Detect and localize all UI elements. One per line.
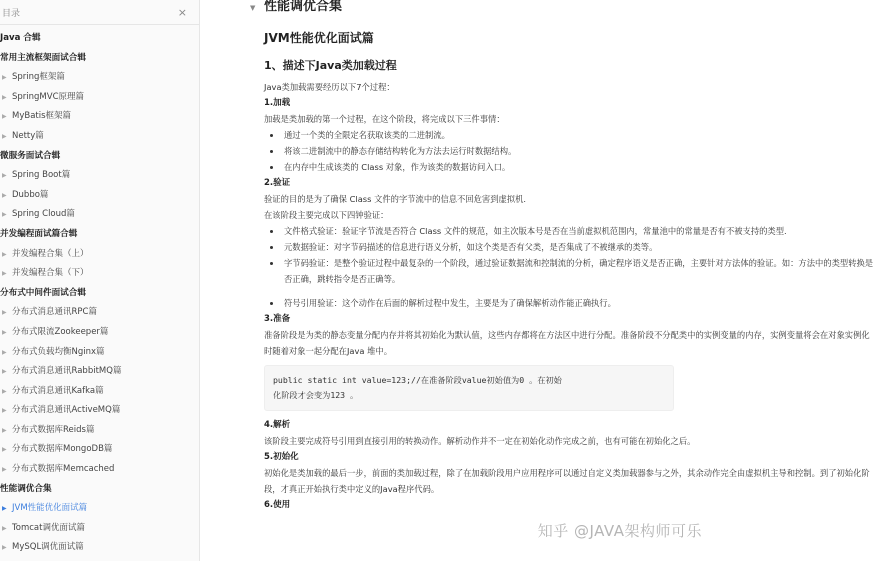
toc-item[interactable] — [0, 264, 199, 284]
toc-item-label: 分布式限流Zookeeper篇 — [12, 326, 109, 337]
step-prepare-text: 准备阶段是为类的静态变量分配内存并将其初始化为默认值，这些内存都将在方法区中进行分配。准备阶段不分配类中的实例变量的内存，实例变量将会在对象实例化时随着对象一起分配在Java 堆中。 — [264, 330, 870, 356]
page-title — [250, 0, 876, 18]
toc-item-label: Spring Cloud篇 — [12, 209, 75, 220]
list-item: • 文件格式验证：验证字节流是否符合 Class 文件的规范，如主次版本号是否在当前虚拟机范围内，常量池中的常量是否有不被支持的类型. — [282, 223, 876, 239]
toc-item[interactable] — [0, 480, 199, 500]
toc-item-label: 分布式数据库MongoDB篇 — [12, 444, 113, 455]
toc-item[interactable] — [0, 323, 199, 343]
code-line: public static int value=123;//在准备阶段value初始值为0 。在初始 — [273, 375, 562, 385]
step-loading-text: 加载是类加载的第一个过程，在这个阶段，将完成以下三件事情： — [264, 114, 505, 124]
expand-triangle-icon[interactable]: ▶ — [2, 211, 7, 219]
expand-triangle-icon[interactable]: ▶ — [2, 446, 7, 454]
expand-triangle-icon[interactable]: ▶ — [2, 309, 7, 317]
expand-triangle-icon[interactable]: ▶ — [2, 544, 7, 552]
step-use-title: 6.使用 — [264, 500, 291, 510]
toc-item-label: 并发编程面试篇合辑 — [0, 228, 78, 239]
toc-item[interactable] — [0, 29, 199, 49]
toc-item-label: 常用主流框架面试合辑 — [0, 52, 86, 63]
toc-item-label: Tomcat调优面试篇 — [12, 522, 85, 533]
toc-item[interactable] — [0, 107, 199, 127]
toc-header — [0, 0, 199, 25]
toc-item[interactable] — [0, 382, 199, 402]
watermark: 知乎 @JAVA架构师可乐 — [537, 522, 702, 540]
step-prepare-title: 3.准备 — [264, 314, 291, 324]
toc-item[interactable] — [0, 460, 199, 480]
toc-item[interactable] — [0, 147, 199, 167]
toc-item-label: SpringMVC原理篇 — [12, 91, 85, 102]
toc-item-label: Dubbo篇 — [12, 189, 49, 200]
expand-triangle-icon[interactable]: ▶ — [2, 191, 7, 199]
step-resolve-title: 4.解析 — [264, 420, 291, 430]
toc-item-label: 分布式中间件面试合辑 — [0, 287, 86, 298]
expand-triangle-icon[interactable]: ▶ — [2, 407, 7, 415]
toc-list — [0, 25, 199, 558]
toc-item-label: 分布式数据库Memcached — [12, 464, 115, 475]
toc-item-label: 微服务面试合辑 — [0, 150, 61, 161]
toc-item-label: Java 合辑 — [0, 33, 41, 43]
expand-triangle-icon[interactable]: ▶ — [2, 250, 7, 258]
list-item: • 符号引用验证：这个动作在后面的解析过程中发生，主要是为了确保解析动作能正确执行。 — [282, 295, 876, 311]
toc-item-label: 分布式消息通讯RabbitMQ篇 — [12, 366, 122, 377]
toc-item-label: Spring Boot篇 — [12, 170, 71, 181]
toc-item-label: 性能调优合集 — [0, 483, 52, 494]
toc-title: 目录 — [2, 8, 21, 19]
toc-item[interactable] — [0, 127, 199, 147]
toc-item[interactable] — [0, 303, 199, 323]
toc-item-label: 并发编程合集（下） — [12, 268, 89, 279]
expand-triangle-icon[interactable]: ▶ — [2, 466, 7, 474]
expand-triangle-icon[interactable]: ▶ — [2, 93, 7, 101]
toc-item-label: 分布式消息通讯Kafka篇 — [12, 385, 104, 396]
toc-item[interactable] — [0, 519, 199, 539]
toc-item-label: 分布式消息通讯RPC篇 — [12, 307, 97, 318]
toc-item[interactable] — [0, 538, 199, 558]
toc-item[interactable] — [0, 49, 199, 69]
expand-triangle-icon[interactable]: ▶ — [2, 387, 7, 395]
expand-triangle-icon[interactable]: ▶ — [2, 524, 7, 532]
loading-bullets — [264, 127, 876, 175]
document-content — [250, 0, 876, 513]
page-title-text: 性能调优合集 — [264, 0, 343, 14]
toc-item[interactable] — [0, 343, 199, 363]
toc-item-label: MyBatis框架篇 — [12, 111, 72, 122]
expand-triangle-icon[interactable]: ▶ — [2, 270, 7, 278]
document-area — [200, 0, 874, 561]
step-verify-title: 2.验证 — [264, 178, 291, 188]
list-item: • 在内存中生成该类的 Class 对象，作为该类的数据访问入口。 — [282, 159, 876, 175]
list-item: • 将该二进制流中的静态存储结构转化为方法去运行时数据结构。 — [282, 143, 876, 159]
expand-triangle-icon[interactable]: ▶ — [2, 426, 7, 434]
toc-item[interactable] — [0, 440, 199, 460]
intro-text: Java类加载需要经历以下7个过程： — [264, 82, 395, 92]
toc-item[interactable] — [0, 362, 199, 382]
question-heading: 1、描述下Java类加载过程 — [264, 59, 397, 72]
step-verify-text: 验证的目的是为了确保 Class 文件的字节流中的信息不回危害到虚拟机. — [264, 194, 527, 204]
toc-item[interactable] — [0, 245, 199, 265]
toc-item-label: 分布式数据库Reids篇 — [12, 424, 95, 435]
close-icon[interactable]: × — [177, 5, 187, 19]
code-line: 化阶段才会变为123 。 — [273, 390, 359, 400]
list-item: • 通过一个类的全限定名获取该类的二进制流。 — [282, 127, 876, 143]
toc-item[interactable] — [0, 88, 199, 108]
toc-item[interactable] — [0, 401, 199, 421]
collapse-triangle-icon[interactable]: ▼ — [250, 4, 256, 12]
step-init-text: 初始化是类加载的最后一步，前面的类加载过程，除了在加载阶段用户应用程序可以通过自定义类加载器参与之外，其余动作完全由虚拟机主导和控制。到了初始化阶段，才真正开始执行类中定义的Java程序代码。 — [264, 468, 870, 494]
toc-item-label: 分布式负载均衡Nginx篇 — [12, 346, 105, 357]
verify-bullets-2 — [264, 295, 876, 311]
toc-item[interactable] — [0, 284, 199, 304]
expand-triangle-icon[interactable]: ▶ — [2, 328, 7, 336]
toc-item-label: Spring框架篇 — [12, 72, 65, 83]
step-init-title: 5.初始化 — [264, 452, 299, 462]
toc-item-label: JVM性能优化面试篇 — [12, 503, 88, 514]
expand-triangle-icon[interactable]: ▶ — [2, 172, 7, 180]
toc-item[interactable] — [0, 421, 199, 441]
toc-item[interactable] — [0, 499, 199, 519]
toc-item-label: 并发编程合集（上） — [12, 248, 89, 259]
expand-triangle-icon[interactable]: ▶ — [2, 348, 7, 356]
toc-item[interactable] — [0, 205, 199, 225]
toc-item-label: 分布式消息通讯ActiveMQ篇 — [12, 405, 121, 416]
expand-triangle-icon[interactable]: ▶ — [2, 368, 7, 376]
toc-item[interactable] — [0, 186, 199, 206]
expand-triangle-icon[interactable]: ▶ — [2, 113, 7, 121]
expand-triangle-icon[interactable]: ▶ — [2, 505, 7, 513]
list-item: • 字节码验证：是整个验证过程中最复杂的一个阶段，通过验证数据流和控制流的分析，确定程序语义是否正确，主要针对方法体的验证。如：方法中的类型转换是否正确，跳转指令是否正确等。 — [282, 255, 876, 287]
toc-sidebar — [0, 0, 200, 561]
list-item: • 元数据验证：对字节码描述的信息进行语义分析，如这个类是否有父类，是否集成了不被继承的类等。 — [282, 239, 876, 255]
toc-item[interactable] — [0, 225, 199, 245]
step-loading-title: 1.加载 — [264, 98, 291, 108]
expand-triangle-icon[interactable]: ▶ — [2, 74, 7, 82]
code-block — [264, 365, 674, 411]
step-verify-text-2: 在该阶段主要完成以下四钟验证： — [264, 210, 389, 220]
expand-triangle-icon[interactable]: ▶ — [2, 132, 7, 140]
toc-item[interactable] — [0, 166, 199, 186]
verify-bullets — [264, 223, 876, 287]
section-heading: JVM性能优化面试篇 — [264, 31, 374, 45]
step-resolve-text: 该阶段主要完成符号引用到直接引用的转换动作。解析动作并不一定在初始化动作完成之前，也有可能在初始化之后。 — [264, 436, 696, 446]
toc-item-label: Netty篇 — [12, 130, 44, 141]
toc-item-label: MySQL调优面试篇 — [12, 542, 84, 553]
toc-item[interactable] — [0, 68, 199, 88]
